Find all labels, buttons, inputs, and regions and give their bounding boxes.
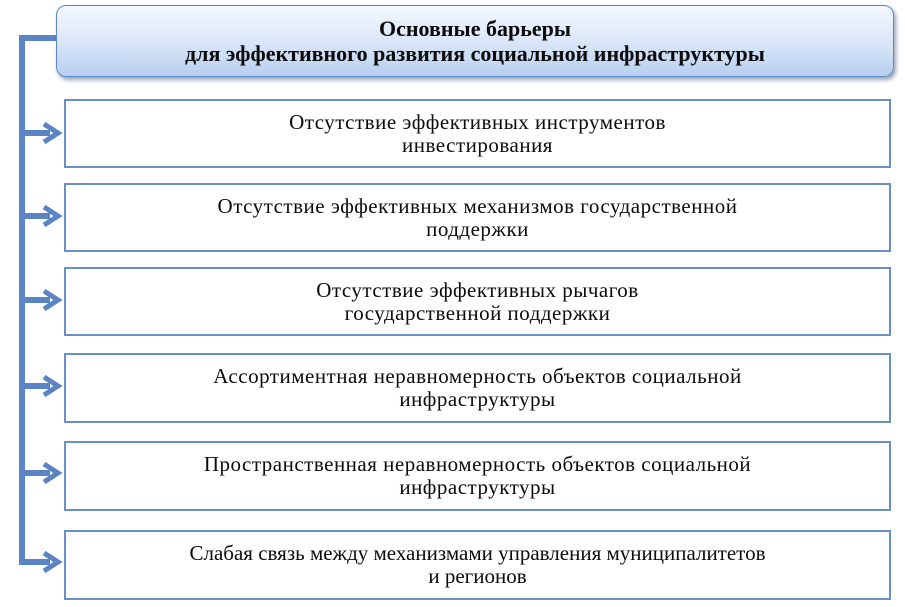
barrier-item-spatial-unevenness bbox=[64, 441, 891, 511]
item-5-line-2: инфраструктуры bbox=[399, 475, 556, 499]
arrow-6 bbox=[22, 553, 58, 571]
item-1-line-2: инвестирования bbox=[402, 132, 553, 157]
item-1-line-1: Отсутствие эффективных инструментов bbox=[289, 109, 666, 134]
title-line-1: Основные барьеры bbox=[378, 16, 572, 41]
diagram-title bbox=[56, 5, 894, 77]
title-line-2: для эффективного развития социальной инфраструктуры bbox=[185, 41, 765, 66]
item-6-line-1: Слабая связь между механизмами управления муниципалитетов bbox=[189, 541, 766, 565]
arrow-4 bbox=[22, 377, 58, 395]
barrier-item-weak-governance-link bbox=[64, 530, 891, 600]
item-2-line-2: поддержки bbox=[426, 216, 529, 241]
item-2-line-1: Отсутствие эффективных механизмов государственной bbox=[217, 193, 738, 218]
item-5-line-1: Пространственная неравномерность объектов социальной bbox=[203, 452, 752, 476]
arrow-3 bbox=[22, 291, 58, 309]
barrier-item-state-support-mechanisms bbox=[64, 183, 891, 252]
item-3-line-1: Отсутствие эффективных рычагов bbox=[316, 277, 639, 302]
barrier-item-assortment-unevenness bbox=[64, 353, 891, 423]
barrier-item-investment-tools bbox=[64, 99, 891, 168]
item-4-line-2: инфраструктуры bbox=[399, 387, 556, 411]
item-3-line-2: государственной поддержки bbox=[344, 300, 611, 325]
item-4-line-1: Ассортиментная неравномерность объектов социальной bbox=[213, 364, 742, 388]
item-6-line-2: и регионов bbox=[428, 564, 527, 588]
arrow-1 bbox=[22, 124, 58, 142]
arrow-5 bbox=[22, 464, 58, 482]
barrier-item-state-support-levers bbox=[64, 267, 891, 336]
arrow-2 bbox=[22, 207, 58, 225]
